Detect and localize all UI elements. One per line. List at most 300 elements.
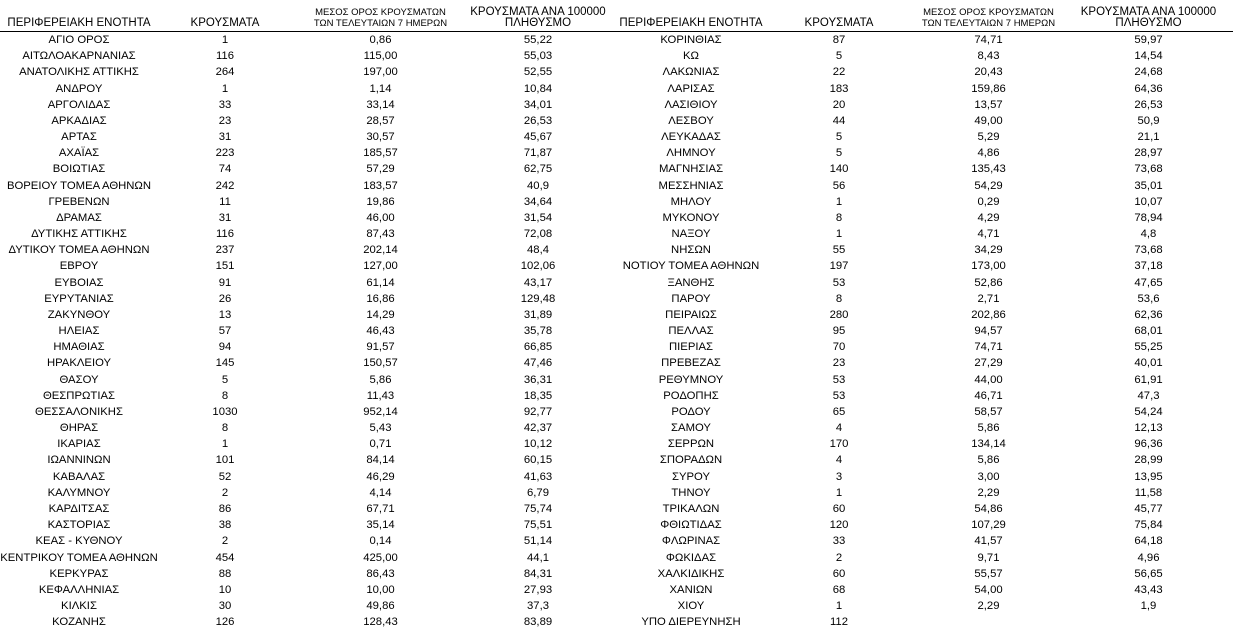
avg-7-days-cell: 35,14 (366, 519, 395, 532)
region-cell: ΝΗΣΩΝ (671, 244, 711, 257)
cases-cell: 13 (218, 308, 232, 321)
header-per100k-line2: ΠΛΗΘΥΣΜΟ (1115, 17, 1182, 29)
region-cell: ΗΛΕΙΑΣ (58, 325, 100, 338)
avg-7-days-cell: 3,00 (977, 470, 1000, 483)
cases-cell: 8 (221, 422, 229, 435)
avg-7-days-cell: 5,43 (369, 422, 392, 435)
per-100k-cell: 41,63 (523, 470, 553, 483)
header-per-100k (463, 7, 613, 29)
avg-7-days-cell: 952,14 (363, 405, 398, 418)
table-row (616, 339, 1233, 355)
cases-cell: 2 (221, 535, 229, 548)
header-cases: ΚΡΟΥΣΜΑΤΑ (804, 17, 874, 29)
region-cell: ΦΘΙΩΤΙΔΑΣ (660, 519, 722, 532)
cases-cell: 91 (218, 276, 232, 289)
avg-7-days-cell: 46,00 (366, 211, 395, 224)
header-avg-line1: ΜΕΣΟΣ ΟΡΟΣ ΚΡΟΥΣΜΑΤΩΝ (315, 7, 446, 18)
avg-7-days-cell: 127,00 (363, 260, 398, 273)
cases-cell: 8 (221, 389, 229, 402)
avg-7-days-cell: 4,71 (977, 228, 1000, 241)
per-100k-cell: 47,46 (523, 357, 553, 370)
avg-7-days-cell: 183,57 (363, 179, 398, 192)
cases-cell: 86 (218, 502, 232, 515)
per-100k-cell: 55,22 (523, 34, 553, 46)
region-cell: ΙΩΑΝΝΙΝΩΝ (47, 454, 111, 467)
region-cell: ΚΕΑΣ - ΚΥΘΝΟΥ (35, 535, 123, 548)
table-row (0, 517, 616, 533)
per-100k-cell: 51,14 (523, 535, 553, 548)
avg-7-days-cell: 1,14 (369, 82, 392, 95)
header-avg-7-days (298, 7, 463, 29)
per-100k-cell: 10,84 (523, 82, 553, 95)
table-row (0, 355, 616, 371)
table-row (0, 307, 616, 323)
cases-cell: 5 (835, 147, 843, 160)
region-cell: ΣΠΟΡΑΔΩΝ (659, 454, 723, 467)
region-cell: ΗΡΑΚΛΕΙΟΥ (46, 357, 112, 370)
table-row (616, 452, 1233, 468)
per-100k-cell: 54,24 (1134, 405, 1163, 418)
avg-7-days-cell: 46,43 (366, 325, 395, 338)
cases-cell: 10 (218, 583, 232, 596)
avg-7-days-cell: 202,14 (363, 244, 398, 257)
avg-7-days-cell: 57,29 (366, 163, 395, 176)
region-cell: ΠΑΡΟΥ (671, 292, 711, 305)
per-100k-cell: 78,94 (1134, 211, 1163, 224)
table-row (616, 48, 1233, 64)
region-cell: ΚΑΛΥΜΝΟΥ (47, 486, 111, 499)
per-100k-cell: 35,78 (523, 325, 553, 338)
table-row (616, 113, 1233, 129)
cases-cell: 120 (829, 519, 849, 532)
region-cell: ΛΑΣΙΘΙΟΥ (664, 98, 718, 111)
table-row (0, 48, 616, 64)
cases-cell: 23 (832, 357, 846, 370)
avg-7-days-cell: 185,57 (363, 147, 398, 160)
cases-cell: 5 (835, 131, 843, 144)
table-row (616, 323, 1233, 339)
per-100k-cell: 83,89 (523, 616, 553, 629)
region-cell: ΒΟΡΕΙΟΥ ΤΟΜΕΑ ΑΘΗΝΩΝ (6, 179, 152, 192)
cases-cell: 33 (218, 98, 232, 111)
table-row (0, 64, 616, 80)
avg-7-days-cell: 19,86 (366, 195, 395, 208)
per-100k-cell: 55,03 (523, 50, 553, 63)
table-row (616, 178, 1233, 194)
per-100k-cell: 75,84 (1134, 519, 1163, 532)
avg-7-days-cell: 173,00 (971, 260, 1006, 273)
table-row (0, 420, 616, 436)
per-100k-cell: 40,01 (1134, 357, 1163, 370)
region-cell: ΑΝΔΡΟΥ (55, 82, 103, 95)
per-100k-cell: 4,8 (1140, 228, 1157, 241)
table-row (0, 129, 616, 145)
avg-7-days-cell: 49,86 (366, 600, 395, 613)
avg-7-days-cell: 84,14 (366, 454, 395, 467)
header-per-100k (1076, 7, 1221, 29)
per-100k-cell: 47,65 (1134, 276, 1163, 289)
region-cell: ΛΑΡΙΣΑΣ (667, 82, 715, 95)
table-row (616, 566, 1233, 582)
per-100k-cell: 73,68 (1134, 163, 1163, 176)
region-cell: ΧΑΝΙΩΝ (669, 583, 713, 596)
avg-7-days-cell: 11,43 (366, 389, 395, 402)
cases-cell: 4 (835, 454, 843, 467)
table-row (616, 210, 1233, 226)
per-100k-cell: 1,9 (1140, 600, 1157, 613)
per-100k-cell: 10,12 (523, 438, 553, 451)
region-cell: ΜΕΣΣΗΝΙΑΣ (658, 179, 724, 192)
table-row (616, 485, 1233, 501)
cases-cell: 126 (215, 616, 235, 629)
table-row (0, 194, 616, 210)
avg-7-days-cell: 134,14 (971, 438, 1006, 451)
per-100k-cell: 50,9 (1137, 114, 1160, 127)
avg-7-days-cell: 54,00 (974, 583, 1003, 596)
region-cell: ΦΩΚΙΔΑΣ (665, 551, 717, 564)
cases-cell: 88 (218, 567, 232, 580)
table-row (0, 210, 616, 226)
per-100k-cell: 34,64 (523, 195, 553, 208)
avg-7-days-cell: 0,86 (369, 34, 392, 46)
region-cell: ΑΡΤΑΣ (61, 131, 97, 144)
table-row (616, 355, 1233, 371)
table-row (616, 275, 1233, 291)
region-cell: ΞΑΝΘΗΣ (667, 276, 715, 289)
region-cell: ΔΥΤΙΚΗΣ ΑΤΤΙΚΗΣ (31, 228, 127, 241)
table-row (0, 372, 616, 388)
per-100k-cell: 6,79 (527, 486, 549, 499)
cases-cell: 74 (218, 163, 232, 176)
region-cell: ΖΑΚΥΝΘΟΥ (47, 308, 111, 321)
header-avg-line2: ΤΩΝ ΤΕΛΕΥΤΑΙΩΝ 7 ΗΜΕΡΩΝ (313, 18, 448, 29)
region-cell: ΤΗΝΟΥ (671, 486, 711, 499)
table-row (616, 161, 1233, 177)
cases-cell: 33 (832, 535, 846, 548)
cases-cell: 116 (215, 228, 234, 241)
cases-cell: 1030 (212, 405, 238, 418)
table-row (0, 113, 616, 129)
avg-7-days-cell: 87,43 (366, 228, 395, 241)
avg-7-days-cell: 5,86 (369, 373, 392, 386)
avg-7-days-cell: 61,14 (366, 276, 395, 289)
cases-cell: 56 (832, 179, 846, 192)
per-100k-cell: 24,68 (1134, 66, 1163, 79)
table-row (0, 275, 616, 291)
avg-7-days-cell: 159,86 (971, 82, 1006, 95)
cases-cell: 60 (832, 567, 846, 580)
cases-cell: 70 (832, 341, 846, 354)
table-row (0, 323, 616, 339)
per-100k-cell: 48,4 (527, 244, 549, 257)
table-row (616, 129, 1233, 145)
left-table-body (0, 32, 616, 630)
region-cell: ΛΕΣΒΟΥ (668, 114, 714, 127)
header-avg-line2: ΤΩΝ ΤΕΛΕΥΤΑΙΩΝ 7 ΗΜΕΡΩΝ (921, 18, 1056, 29)
per-100k-cell: 64,18 (1134, 535, 1163, 548)
region-cell: ΛΗΜΝΟΥ (666, 147, 716, 160)
per-100k-cell: 36,31 (523, 373, 553, 386)
per-100k-cell: 53,6 (1137, 292, 1160, 305)
avg-7-days-cell: 9,71 (977, 551, 1000, 564)
table-row (616, 614, 1233, 630)
avg-7-days-cell: 5,86 (977, 454, 1000, 467)
avg-7-days-cell: 150,57 (363, 357, 398, 370)
per-100k-cell: 52,55 (523, 66, 553, 79)
per-100k-cell: 75,74 (523, 502, 553, 515)
left-table (0, 0, 616, 630)
per-100k-cell: 55,25 (1134, 341, 1163, 354)
cases-cell: 1 (221, 34, 229, 46)
avg-7-days-cell: 197,00 (363, 66, 398, 79)
region-cell: ΚΩ (683, 50, 699, 63)
header-per100k-line1: ΚΡΟΥΣΜΑΤΑ ΑΝΑ 100000 (1080, 6, 1217, 18)
cases-cell: 197 (829, 260, 849, 273)
per-100k-cell: 27,93 (523, 583, 553, 596)
per-100k-cell: 37,3 (527, 600, 549, 613)
cases-cell: 2 (221, 486, 229, 499)
cases-cell: 145 (215, 357, 235, 370)
region-cell: ΤΡΙΚΑΛΩΝ (662, 502, 720, 515)
cases-cell: 65 (832, 405, 846, 418)
cases-cell: 87 (832, 34, 846, 46)
per-100k-cell: 45,77 (1134, 502, 1163, 515)
region-cell: ΕΥΒΟΙΑΣ (54, 276, 104, 289)
per-100k-cell: 40,9 (527, 179, 549, 192)
table-row (0, 452, 616, 468)
table-row (616, 517, 1233, 533)
avg-7-days-cell: 2,29 (977, 486, 1000, 499)
cases-cell: 280 (829, 308, 849, 321)
per-100k-cell: 129,48 (520, 292, 556, 305)
avg-7-days-cell: 2,29 (977, 600, 1000, 613)
region-cell: ΙΚΑΡΙΑΣ (57, 438, 101, 451)
per-100k-cell: 71,87 (523, 147, 553, 160)
avg-7-days-cell: 10,00 (366, 583, 395, 596)
table-row (616, 420, 1233, 436)
region-cell: ΠΕΛΛΑΣ (668, 325, 714, 338)
avg-7-days-cell: 34,29 (974, 244, 1003, 257)
table-row (616, 81, 1233, 97)
cases-cell: 5 (835, 50, 843, 63)
region-cell: ΘΗΡΑΣ (59, 422, 99, 435)
table-row (0, 32, 616, 48)
table-row (616, 550, 1233, 566)
avg-7-days-cell: 0,14 (369, 535, 392, 548)
avg-7-days-cell: 91,57 (366, 341, 395, 354)
avg-7-days-cell: 49,00 (974, 114, 1003, 127)
per-100k-cell: 42,37 (523, 422, 553, 435)
region-cell: ΠΕΙΡΑΙΩΣ (665, 308, 717, 321)
avg-7-days-cell: 5,29 (977, 131, 1000, 144)
region-cell: ΚΑΒΑΛΑΣ (52, 470, 106, 483)
avg-7-days-cell: 4,86 (977, 147, 1000, 160)
region-cell: ΑΓΙΟ ΟΡΟΣ (48, 34, 110, 46)
per-100k-cell: 14,54 (1134, 50, 1163, 63)
region-cell: ΓΡΕΒΕΝΩΝ (48, 195, 110, 208)
avg-7-days-cell: 8,43 (977, 50, 1000, 63)
region-cell: ΜΑΓΝΗΣΙΑΣ (658, 163, 724, 176)
region-cell: ΡΕΘΥΜΝΟΥ (658, 373, 724, 386)
per-100k-cell: 72,08 (523, 228, 553, 241)
region-cell: ΚΙΛΚΙΣ (61, 600, 97, 613)
cases-cell: 44 (832, 114, 846, 127)
cases-cell: 22 (832, 66, 846, 79)
table-row (616, 372, 1233, 388)
cases-cell: 1 (835, 228, 843, 241)
avg-7-days-cell: 0,29 (977, 195, 1000, 208)
per-100k-cell: 102,06 (520, 260, 556, 273)
cases-cell: 170 (829, 438, 849, 451)
cases-cell: 4 (835, 422, 843, 435)
avg-7-days-cell: 74,71 (974, 341, 1003, 354)
table-row (616, 32, 1233, 48)
cases-cell: 53 (832, 373, 846, 386)
cases-cell: 223 (215, 147, 235, 160)
cases-cell: 3 (835, 470, 843, 483)
avg-7-days-cell: 2,71 (977, 292, 1000, 305)
region-cell: ΔΡΑΜΑΣ (56, 211, 102, 224)
avg-7-days-cell: 135,43 (971, 163, 1006, 176)
avg-7-days-cell: 41,57 (974, 535, 1003, 548)
cases-cell: 8 (835, 211, 843, 224)
cases-cell: 8 (835, 292, 843, 305)
cases-cell: 38 (218, 519, 232, 532)
region-cell: ΡΟΔΟΥ (671, 405, 711, 418)
table-row (616, 258, 1233, 274)
region-cell: ΚΑΡΔΙΤΣΑΣ (48, 502, 110, 515)
table-row (0, 178, 616, 194)
per-100k-cell: 92,77 (523, 405, 553, 418)
header-per100k-line2: ΠΛΗΘΥΣΜΟ (504, 17, 572, 29)
region-cell: ΡΟΔΟΠΗΣ (663, 389, 719, 402)
per-100k-cell: 64,36 (1134, 82, 1163, 95)
per-100k-cell: 43,43 (1134, 583, 1163, 596)
region-cell: ΚΑΣΤΟΡΙΑΣ (47, 519, 111, 532)
table-row (616, 436, 1233, 452)
avg-7-days-cell: 54,86 (974, 502, 1003, 515)
region-cell: ΥΠΟ ΔΙΕΡΕΥΝΗΣΗ (641, 616, 741, 629)
avg-7-days-cell: 30,57 (366, 131, 395, 144)
avg-7-days-cell: 14,29 (366, 308, 395, 321)
right-table-header (616, 0, 1233, 32)
cases-cell: 11 (219, 195, 231, 208)
region-cell: ΑΡΓΟΛΙΔΑΣ (47, 98, 111, 111)
region-cell: ΑΧΑΪΑΣ (58, 147, 100, 160)
avg-7-days-cell: 5,86 (977, 422, 1000, 435)
per-100k-cell: 62,36 (1134, 308, 1163, 321)
region-cell: ΕΒΡΟΥ (59, 260, 99, 273)
table-row (0, 145, 616, 161)
per-100k-cell: 84,31 (523, 567, 553, 580)
avg-7-days-cell: 425,00 (363, 551, 398, 564)
per-100k-cell: 45,67 (523, 131, 553, 144)
avg-7-days-cell: 4,29 (977, 211, 1000, 224)
region-cell: ΚΕΝΤΡΙΚΟΥ ΤΟΜΕΑ ΑΘΗΝΩΝ (0, 551, 158, 564)
region-cell: ΜΥΚΟΝΟΥ (662, 211, 720, 224)
region-cell: ΧΑΛΚΙΔΙΚΗΣ (657, 567, 725, 580)
region-cell: ΒΟΙΩΤΙΑΣ (52, 163, 106, 176)
per-100k-cell: 47,3 (1137, 389, 1160, 402)
per-100k-cell: 10,07 (1134, 195, 1163, 208)
header-region: ΠΕΡΙΦΕΡΕΙΑΚΗ ΕΝΟΤΗΤΑ (7, 17, 151, 29)
cases-cell: 101 (215, 454, 235, 467)
header-cases: ΚΡΟΥΣΜΑΤΑ (190, 17, 260, 29)
header-per100k-line1: ΚΡΟΥΣΜΑΤΑ ΑΝΑ 100000 (470, 6, 606, 18)
region-cell: ΠΙΕΡΙΑΣ (668, 341, 714, 354)
avg-7-days-cell: 202,86 (971, 308, 1006, 321)
per-100k-cell: 26,53 (523, 114, 553, 127)
table-row (0, 469, 616, 485)
region-cell: ΝΑΞΟΥ (671, 228, 711, 241)
table-row (0, 258, 616, 274)
cases-cell: 237 (215, 244, 235, 257)
region-cell: ΣΑΜΟΥ (671, 422, 711, 435)
per-100k-cell: 34,01 (523, 98, 553, 111)
table-row (0, 485, 616, 501)
right-table (616, 0, 1233, 630)
avg-7-days-cell: 20,43 (974, 66, 1003, 79)
avg-7-days-cell: 0,71 (369, 438, 392, 451)
table-row (616, 501, 1233, 517)
table-row (616, 64, 1233, 80)
per-100k-cell: 66,85 (523, 341, 553, 354)
per-100k-cell: 60,15 (523, 454, 553, 467)
per-100k-cell: 44,1 (527, 551, 549, 564)
cases-cell: 57 (218, 325, 232, 338)
avg-7-days-cell: 13,57 (974, 98, 1003, 111)
per-100k-cell: 31,89 (523, 308, 553, 321)
cases-cell: 94 (218, 341, 232, 354)
table-row (616, 226, 1233, 242)
per-100k-cell: 35,01 (1134, 179, 1163, 192)
avg-7-days-cell: 74,71 (974, 34, 1003, 46)
per-100k-cell: 18,35 (523, 389, 553, 402)
cases-cell: 116 (215, 50, 234, 63)
cases-cell: 23 (218, 114, 232, 127)
region-cell: ΘΕΣΣΑΛΟΝΙΚΗΣ (35, 405, 123, 418)
avg-7-days-cell: 4,14 (369, 486, 392, 499)
table-row (0, 81, 616, 97)
table-row (0, 533, 616, 549)
table-row (0, 598, 616, 614)
header-avg-7-days (906, 7, 1071, 29)
region-cell: ΝΟΤΙΟΥ ΤΟΜΕΑ ΑΘΗΝΩΝ (622, 260, 760, 273)
cases-cell: 55 (832, 244, 846, 257)
table-row (616, 97, 1233, 113)
cases-cell: 183 (829, 82, 849, 95)
table-row (616, 582, 1233, 598)
avg-7-days-cell: 94,57 (974, 325, 1003, 338)
region-cell: ΚΟΖΑΝΗΣ (52, 616, 106, 629)
region-cell: ΧΙΟΥ (677, 600, 705, 613)
cases-cell: 1 (221, 82, 229, 95)
avg-7-days-cell: 54,29 (974, 179, 1003, 192)
per-100k-cell: 43,17 (523, 276, 553, 289)
header-avg-line1: ΜΕΣΟΣ ΟΡΟΣ ΚΡΟΥΣΜΑΤΩΝ (923, 7, 1054, 18)
table-row (0, 339, 616, 355)
table-row (616, 533, 1233, 549)
region-cell: ΑΝΑΤΟΛΙΚΗΣ ΑΤΤΙΚΗΣ (19, 66, 139, 79)
cases-cell: 30 (218, 600, 232, 613)
cases-cell: 68 (832, 583, 846, 596)
per-100k-cell: 37,18 (1134, 260, 1163, 273)
cases-cell: 95 (832, 325, 846, 338)
header-region: ΠΕΡΙΦΕΡΕΙΑΚΗ ΕΝΟΤΗΤΑ (619, 17, 763, 29)
right-table-body (616, 32, 1233, 630)
table-row (616, 388, 1233, 404)
avg-7-days-cell: 28,57 (366, 114, 395, 127)
